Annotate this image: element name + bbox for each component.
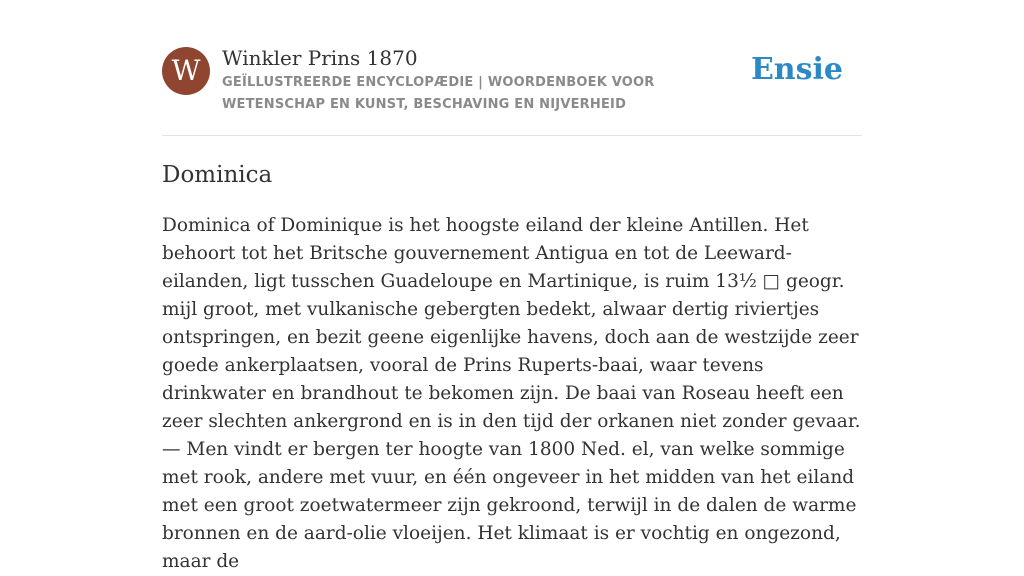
entry-title: Dominica (162, 162, 273, 188)
ensie-logo-link[interactable]: Ensie (750, 52, 843, 87)
source-avatar: W (162, 47, 210, 95)
source-subtitle: GEÏLLUSTREERDE ENCYCLOPÆDIE | WOORDENBOEK VOOR WETENSCHAP EN KUNST, BESCHAVING EN NIJVERHEID (222, 75, 655, 112)
entry-body: Dominica of Dominique is het hoogste eiland der kleine Antillen. Het behoort tot het Britsche gouvernement Antigua en tot de Leeward-eilanden, ligt tusschen Guadeloupe en Martinique, is ruim 13½ □ geogr. mijl groot, met vulkanische gebergten bedekt, alwaar dertig riviertjes ontspringen, en bezit geene eigenlijke havens, doch aan de westzijde zeer goede ankerplaatsen, vooral de Prins Ruperts-baai, waar tevens drinkwater en brandhout te bekomen zijn. De baai van Roseau heeft een zeer slechten ankergrond en is in den tijd der orkanen niet zonder gevaar. — Men vindt er bergen ter hoogte van 1800 Ned. el, van welke sommige met rook, andere met vuur, en één ongeveer in het midden van het eiland met een groot zoetwatermeer zijn gekroond, terwijl in de dalen de warme bronnen en de aard-olie vloeijen. Het klimaat is er vochtig en ongezond, maar de (162, 215, 861, 572)
header-divider (162, 135, 862, 136)
source-header (162, 46, 862, 136)
source-title[interactable]: Winkler Prins 1870 (222, 46, 418, 70)
